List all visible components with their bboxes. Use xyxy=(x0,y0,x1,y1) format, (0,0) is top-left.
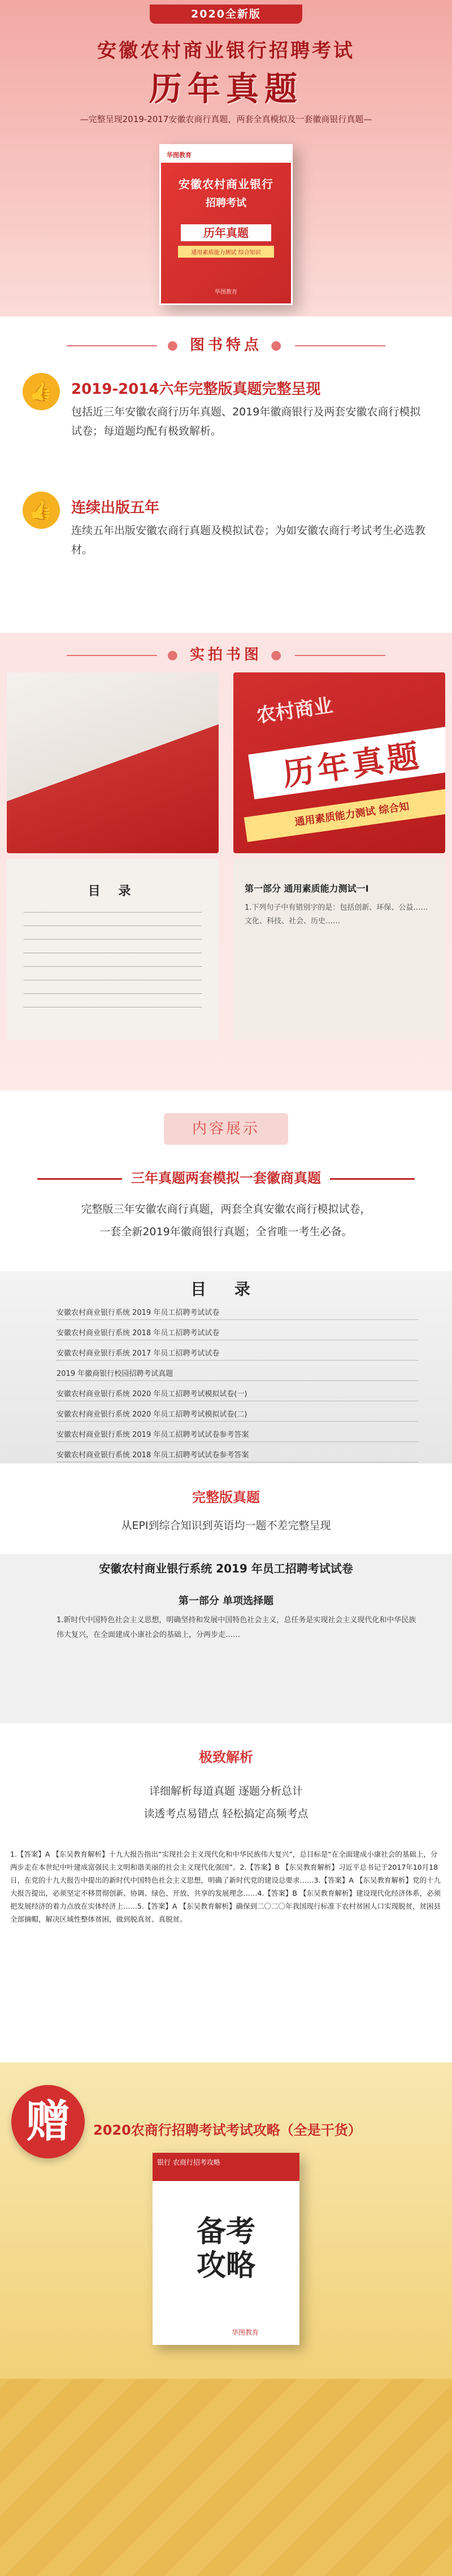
book-photo-toc xyxy=(7,859,219,1040)
gift-book-title: 备考 攻略 xyxy=(196,2215,255,2283)
edition-badge: 2020全新版 xyxy=(150,5,302,24)
photos-title: ● 实拍书图 ● xyxy=(0,643,452,664)
book-title2: 招聘考试 xyxy=(206,197,246,209)
features-section xyxy=(0,316,452,633)
exam-paper-image xyxy=(0,1554,452,1723)
photos-title-text: 实拍书图 xyxy=(189,646,262,663)
book-publisher: 华图教育 xyxy=(161,146,291,163)
content-subhead: 三年真题两套模拟一套徽商真题 xyxy=(0,1167,452,1187)
paper-part: 第一部分 单项选择题 xyxy=(178,1595,274,1607)
divider-line xyxy=(295,655,385,656)
content-header: 内容展示 xyxy=(164,1113,288,1145)
features-title: ● 图书特点 ● xyxy=(0,333,452,354)
feature-title: 连续出版五年 xyxy=(71,499,160,516)
gift-book-band: 银行 农商行招考攻略 xyxy=(153,2153,299,2181)
toc-image xyxy=(0,1271,452,1463)
toc-heading: 目 录 xyxy=(88,884,138,898)
book-cover xyxy=(159,144,293,305)
hero-title-line2: 历年真题 xyxy=(149,69,303,108)
toc-row: 安徽农村商业银行系统 2017 年员工招聘考试试卷 xyxy=(56,1347,418,1361)
gift-book xyxy=(153,2153,299,2345)
feature-desc: 连续五年出版安徽农商行真题及模拟试卷；为如安徽农商行考试考生必选教材。 xyxy=(71,524,426,556)
full-exam-title: 完整版真题 xyxy=(192,1489,260,1505)
thumbs-up-icon: 👍 xyxy=(23,373,60,410)
book-photo-stack xyxy=(7,672,219,853)
book-title3: 历年真题 xyxy=(181,224,271,241)
cover-text-1: 农村商业 xyxy=(255,694,334,728)
gift-section xyxy=(0,2062,452,2576)
feature-title: 2019-2014六年完整版真题完整呈现 xyxy=(71,381,321,398)
toc-row: 安徽农村商业银行系统 2020 年员工招聘考试模拟试卷(二) xyxy=(56,1408,418,1422)
gift-title: 2020农商行招聘考试考试攻略（全是干货） xyxy=(93,2122,362,2138)
divider-line xyxy=(295,345,385,346)
gift-stripe xyxy=(0,2379,452,2576)
toc-title: 目 录 xyxy=(190,1280,262,1298)
cover-text-2: 历年真题 xyxy=(248,726,445,799)
book-photos-section xyxy=(0,633,452,1091)
analysis-desc: 详细解析每道真题 逐题分析总计 读透考点易错点 轻松搞定高频考点 xyxy=(144,1785,308,1820)
book-title1: 安徽农村商业银行 xyxy=(179,177,273,191)
toc-row: 安徽农村商业银行系统 2018 年员工招聘考试试卷参考答案 xyxy=(56,1449,418,1462)
toc-row: 安徽农村商业银行系统 2020 年员工招聘考试模拟试卷(一) xyxy=(56,1388,418,1401)
toc-row: 安徽农村商业银行系统 2019 年员工招聘考试试卷 xyxy=(56,1306,418,1320)
features-title-text: 图书特点 xyxy=(189,337,262,354)
cover-text-3: 通用素质能力测试 综合知 xyxy=(244,788,445,842)
analysis-title: 极致解析 xyxy=(199,1749,253,1765)
thumbs-up-icon: 👍 xyxy=(23,492,60,529)
hero-banner xyxy=(0,0,452,316)
toc-row: 2019 年徽商银行校园招聘考试真题 xyxy=(56,1367,418,1381)
content-section xyxy=(0,1091,452,2062)
divider-line xyxy=(67,655,157,656)
book-tag: 通用素质能力测试 综合知识 xyxy=(178,246,274,258)
full-exam-desc: 从EPI到综合知识到英语均一题不差完整呈现 xyxy=(121,1519,331,1532)
gift-badge: 赠 xyxy=(11,2085,85,2158)
hero-title-line1: 安徽农村商业银行招聘考试 xyxy=(97,40,355,62)
book-photo-cover xyxy=(233,672,445,853)
toc-row: 安徽农村商业银行系统 2018 年员工招聘考试试卷 xyxy=(56,1327,418,1340)
page-heading: 第一部分 通用素质能力测试一I xyxy=(245,883,369,894)
book-footer: 华图教育 xyxy=(215,289,237,296)
divider-line xyxy=(67,345,157,346)
answer-image xyxy=(0,1842,452,2062)
feature-desc: 包括近三年安徽农商行历年真题、2019年徽商银行及两套安徽农商行模拟试卷；每道题均配有极致解析。 xyxy=(71,406,421,437)
toc-row: 安徽农村商业银行系统 2019 年员工招聘考试试卷参考答案 xyxy=(56,1428,418,1442)
paper-title: 安徽农村商业银行系统 2019 年员工招聘考试试卷 xyxy=(99,1562,353,1575)
hero-subtitle: —完整呈现2019-2017安徽农商行真题，两套全真模拟及一套徽商银行真题— xyxy=(80,114,372,124)
paper-text: 1.新时代中国特色社会主义思想，明确坚持和发展中国特色社会主义，总任务是实现社会主义现代化和中华民族伟大复兴，在全面建成小康社会的基础上，分两步走…… xyxy=(56,1616,416,1639)
content-desc: 完整版三年安徽农商行真题，两套全真安徽农商行模拟试卷， 一套全新2019年徽商银行真题；全省唯一考生必备。 xyxy=(81,1203,371,1238)
page-text: 1.下列句子中有错别字的是：包括创新、环保、公益…… 文化、科技、社会、历史…… xyxy=(245,903,428,926)
answer-text: 1.【答案】A 【东吴教育解析】十九大报告指出“实现社会主义现代化和中华民族伟大复兴”，总目标是“在全面建成小康社会的基础上，分两步走在本世纪中叶建成富强民主文明和谐美丽的社会主义现代化强国”。2.【答案】B 【东吴教育解析】习近平总书记于2017年10月18日，在党的十九大报告中提出的新时代中国特色社会主义思想，明确了新时代党的建设总要求……3.【答案】A 【东吴教育解析】党的十九大报告提出，必须坚定不移贯彻创新、协调、绿色、开放、共享的发展理念……4.【答案】B 【东吴教育解析】建设现代化经济体系，必须把发展经济的着力点放在实体经济上……5.【答案】A 【东吴教育解析】确保到二〇二〇年我国现行标准下农村贫困人口实现脱贫，贫困县全部摘帽，解决区域性整体贫困，做到脱真贫、真脱贫。 xyxy=(10,1850,441,1923)
book-photo-page xyxy=(233,859,445,1040)
gift-book-logo: 华图教育 xyxy=(232,2329,259,2336)
